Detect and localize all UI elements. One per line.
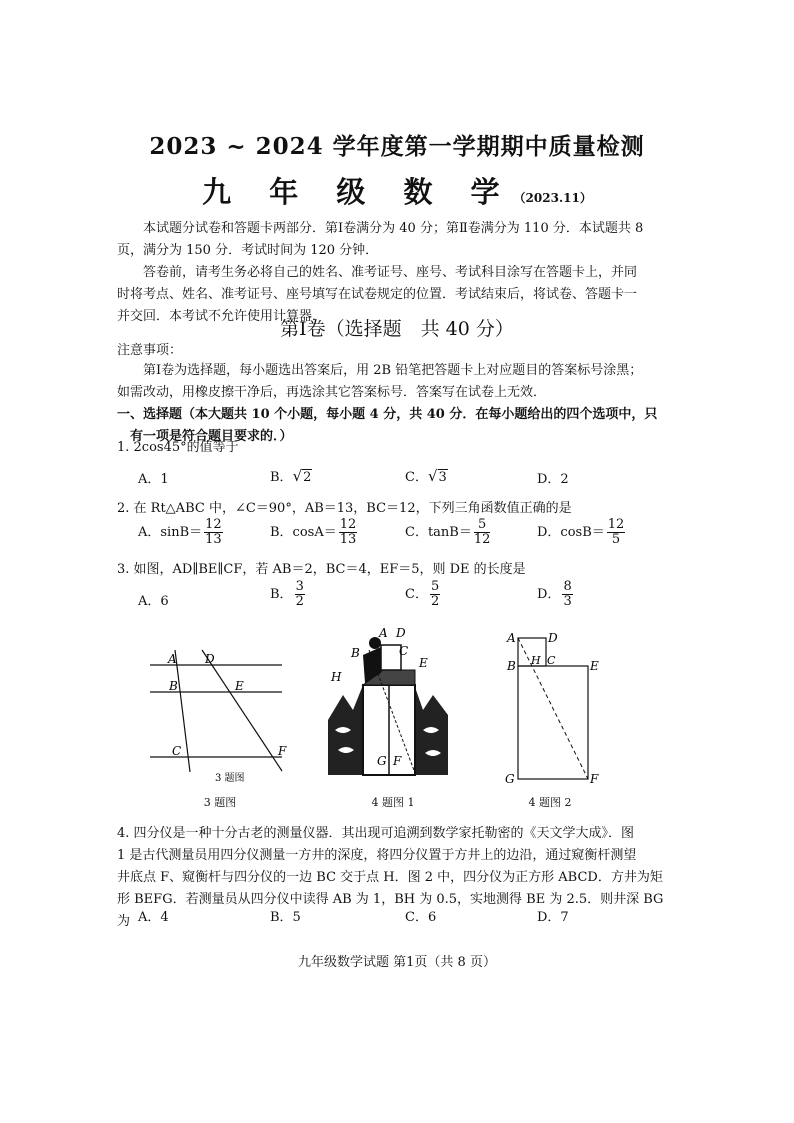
q2-option-a [138,518,223,547]
subject-name: 九 年 级 数 学 [202,175,514,209]
q1-option-d: D．2 [537,472,569,487]
q2-a-denominator: 13 [205,532,222,547]
part-heading: 一、选择题（本大题共 10 个小题，每小题 4 分，共 40 分．在每小题给出的四个选项中，只 [117,407,658,422]
label-b: B [507,659,516,673]
label-c: C [547,654,556,667]
label-b: B [169,679,178,693]
label-a: A [379,626,388,640]
q1-option-c-radicand: 3 [438,470,447,485]
q3-option-a: A．6 [138,594,169,609]
figure-3-inner-caption: 3 题图 [215,773,245,784]
figure-4-1-caption: 4 题图 1 [371,796,415,809]
figure-4-1-illustration [323,625,453,785]
exam-date: （2023.11） [513,191,592,205]
intro-paragraph [117,218,679,328]
label-d: D [396,626,406,640]
q2-option-b [270,518,357,547]
q2-option-b-label: B．cosA＝ [270,525,337,540]
q2-c-denominator: 12 [473,532,491,547]
label-f: F [393,754,402,768]
q4-line: 1 是古代测量员用四分仪测量一方井的深度，将四分仪置于方井上的边沿，通过窥衡杆测望 [117,848,637,863]
q3-option-d-label: D． [537,587,561,602]
quadrant-device [381,645,401,670]
transversal-right [202,650,282,771]
q4-option-b: B．5 [270,910,301,925]
q3-c-denominator: 2 [430,594,440,609]
question-2-stem: 2. 在 Rt△ABC 中，∠C＝90°，AB＝13，BC＝12，下列三角函数值正确的是 [117,501,572,516]
question-4-stem [117,823,679,933]
figure-4-2-diagram [500,628,610,790]
figure-3-diagram [145,645,300,810]
q4-option-d: D．7 [537,910,569,925]
q3-d-numerator: 8 [563,579,572,594]
q3-c-numerator: 5 [430,579,440,594]
label-e: E [235,679,244,693]
label-h: H [331,670,342,684]
label-e: E [419,656,428,670]
intro-line: 时将考点、姓名、准考证号、座号填写在试卷规定的位置．考试结束后，将试卷、答题卡一 [117,287,638,302]
q2-a-numerator: 12 [205,517,222,532]
question-1-stem: 1. 2cos45°的值等于 [117,440,239,455]
label-d: D [548,631,558,645]
q3-b-numerator: 3 [295,579,304,594]
label-c: C [172,744,182,758]
q4-line: 4. 四分仪是一种十分古老的测量仪器．其出现可追溯到数学家托勒密的《天文学大成》．图 [117,826,635,841]
q2-option-d [537,518,625,547]
q1-option-a: A．1 [138,472,169,487]
intro-line: 页，满分为 150 分．考试时间为 120 分钟． [117,243,379,258]
intro-line: 并交回．本考试不允许使用计算器． [117,309,326,324]
page-footer: 九年级数学试题 第1页（共 8 页） [298,955,496,970]
label-a: A [507,631,516,645]
label-h: H [531,654,541,667]
q1-option-c-label: C． [405,470,428,485]
q2-option-c [405,518,490,547]
section-title: 第Ⅰ卷（选择题 共 40 分） [280,318,514,340]
q2-b-numerator: 12 [339,517,357,532]
notice-label: 注意事项： [117,343,183,358]
rectangle-befg [518,666,588,779]
q1-option-c: C．√3 [405,467,447,485]
q1-option-b-radicand: 2 [303,470,312,485]
label-f: F [590,772,599,786]
q4-option-c: C．6 [405,910,437,925]
q4-option-a: A．4 [138,910,169,925]
q3-option-c-label: C． [405,587,428,602]
q4-line: 井底点 F、窥衡杆与四分仪的一边 BC 交于点 H．图 2 中，四分仪为正方形 ABCD．方井为矩 [117,870,663,885]
q4-line: 形 BEFG．若测量员从四分仪中读得 AB 为 1，BH 为 0.5，实地测得 BE 为 2.5．则井深 BG 为 [117,892,664,929]
subject-title [0,170,794,211]
notice-line: 第Ⅰ卷为选择题，每小题选出答案后，用 2B 铅笔把答题卡上对应题目的答案标号涂黑； [143,363,643,378]
q3-option-d [537,580,573,609]
label-g: G [505,772,515,786]
label-g: G [377,754,387,768]
q3-option-b [270,580,305,609]
label-f: F [278,744,287,758]
label-d: D [205,652,215,666]
q1-option-b-label: B． [270,470,293,485]
figure-4-2-caption: 4 题图 2 [528,796,572,809]
part-heading-cont: 有一项是符合题目要求的．） [130,429,293,444]
label-b: B [351,646,360,660]
q1-option-b: B．√2 [270,467,312,485]
q3-option-c [405,580,440,609]
notice-line: 如需改动，用橡皮擦干净后，再选涂其它答案标号．答案写在试卷上无效． [117,385,547,400]
label-e: E [590,659,599,673]
label-c: C [399,644,409,658]
intro-line: 答卷前，请考生务必将自己的姓名、准考证号、座号、考试科目涂写在答题卡上，并同 [143,265,638,280]
q2-c-numerator: 5 [474,518,491,533]
intro-line: 本试题分试卷和答题卡两部分．第Ⅰ卷满分为 40 分；第Ⅱ卷满分为 110 分．本试题共 8 [143,221,644,236]
q2-option-a-label: A．sinB＝ [138,525,203,540]
q2-d-denominator: 5 [611,532,621,547]
q3-d-denominator: 3 [563,594,572,609]
question-3-stem: 3. 如图，AD∥BE∥CF，若 AB＝2，BC＝4，EF＝5，则 DE 的长度是 [117,562,526,577]
notice-block [117,342,679,448]
exam-title: 2023 ~ 2024 学年度第一学期期中质量检测 [149,133,645,160]
q3-b-denominator: 2 [295,594,304,609]
q2-d-numerator: 12 [607,517,625,532]
q2-option-d-label: D．cosB＝ [537,525,605,540]
label-a: A [168,652,177,666]
q3-option-b-label: B． [270,587,293,602]
q2-b-denominator: 13 [339,532,357,547]
q2-option-c-label: C．tanB＝ [405,525,472,540]
figure-3-caption: 3 题图 [203,796,237,809]
